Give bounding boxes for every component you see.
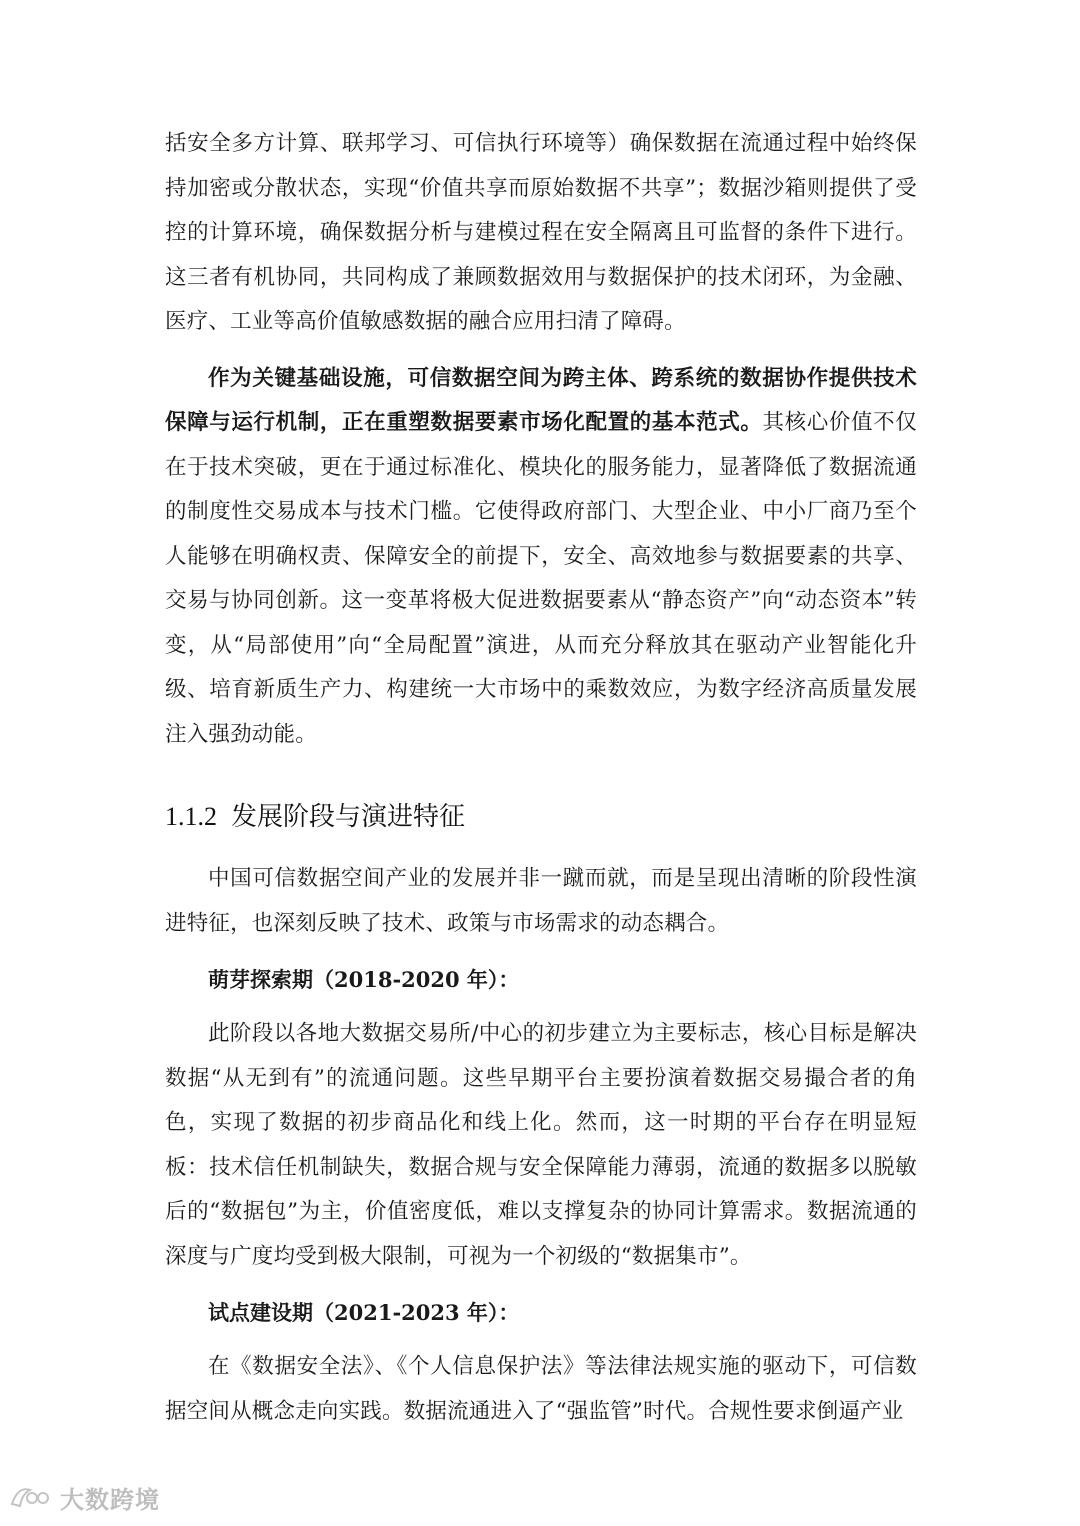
stage-heading-sprout: 萌芽探索期（2018-2020 年）： <box>208 967 520 992</box>
stage-body-pilot: 在《数据安全法》、《个人信息保护法》等法律法规实施的驱动下，可信数据空间从概念走向实践。数据流通进入了“强监管”时代。合规性要求倒逼产业 <box>165 1354 917 1424</box>
watermark <box>8 1480 160 1514</box>
stage-heading-pilot: 试点建设期（2021-2023 年）： <box>208 1300 520 1325</box>
section-heading <box>165 797 917 837</box>
paragraph-bold-lead: 作为关键基础设施，可信数据空间为跨主体、跨系统的数据协作提供技术保障与运行机制，正在重塑数据要素市场化配置的基本范式。 <box>165 365 917 435</box>
dashujk-logo-icon <box>8 1482 54 1512</box>
watermark-text: 大数跨境 <box>60 1485 160 1514</box>
stage-body-sprout: 此阶段以各地大数据交易所/中心的初步建立为主要标志，核心目标是解决数据“从无到有”的流通问题。这些早期平台主要扮演着数据交易撮合者的角色，实现了数据的初步商品化和线上化。然而，这一时期的平台存在明显短板：技术信任机制缺失，数据合规与安全保障能力薄弱，流通的数据多以脱敏后的“数据包”为主，价值密度低，难以支撑复杂的协同计算需求。数据流通的深度与广度均受到极大限制，可视为一个初级的“数据集市”。 <box>165 1021 917 1269</box>
section-number: 1.1.2 <box>165 802 217 831</box>
document-page <box>165 122 917 1446</box>
paragraph-continuation: 括安全多方计算、联邦学习、可信执行环境等）确保数据在流通过程中始终保持加密或分散状态，实现“价值共享而原始数据不共享”；数据沙箱则提供了受控的计算环境，确保数据分析与建模过程在安全隔离且可监督的条件下进行。这三者有机协同，共同构成了兼顾数据效用与数据保护的技术闭环，为金融、医疗、工业等高价值敏感数据的融合应用扫清了障碍。 <box>165 131 917 334</box>
paragraph-infrastructure <box>165 357 917 758</box>
paragraph-body: 其核心价值不仅在于技术突破，更在于通过标准化、模块化的服务能力，显著降低了数据流通的制度性交易成本与技术门槛。它使得政府部门、大型企业、中小厂商乃至个人能够在明确权责、保障安全的前提下，安全、高效地参与数据要素的共享、交易与协同创新。这一变革将极大促进数据要素从“静态资产”向“动态资本”转变，从“局部使用”向“全局配置”演进，从而充分释放其在驱动产业智能化升级、培育新质生产力、构建统一大市场中的乘数效应，为数字经济高质量发展注入强劲动能。 <box>165 410 917 747</box>
section-intro-paragraph: 中国可信数据空间产业的发展并非一蹴而就，而是呈现出清晰的阶段性演进特征，也深刻反映了技术、政策与市场需求的动态耦合。 <box>165 866 917 936</box>
section-title-text: 发展阶段与演进特征 <box>231 802 466 832</box>
